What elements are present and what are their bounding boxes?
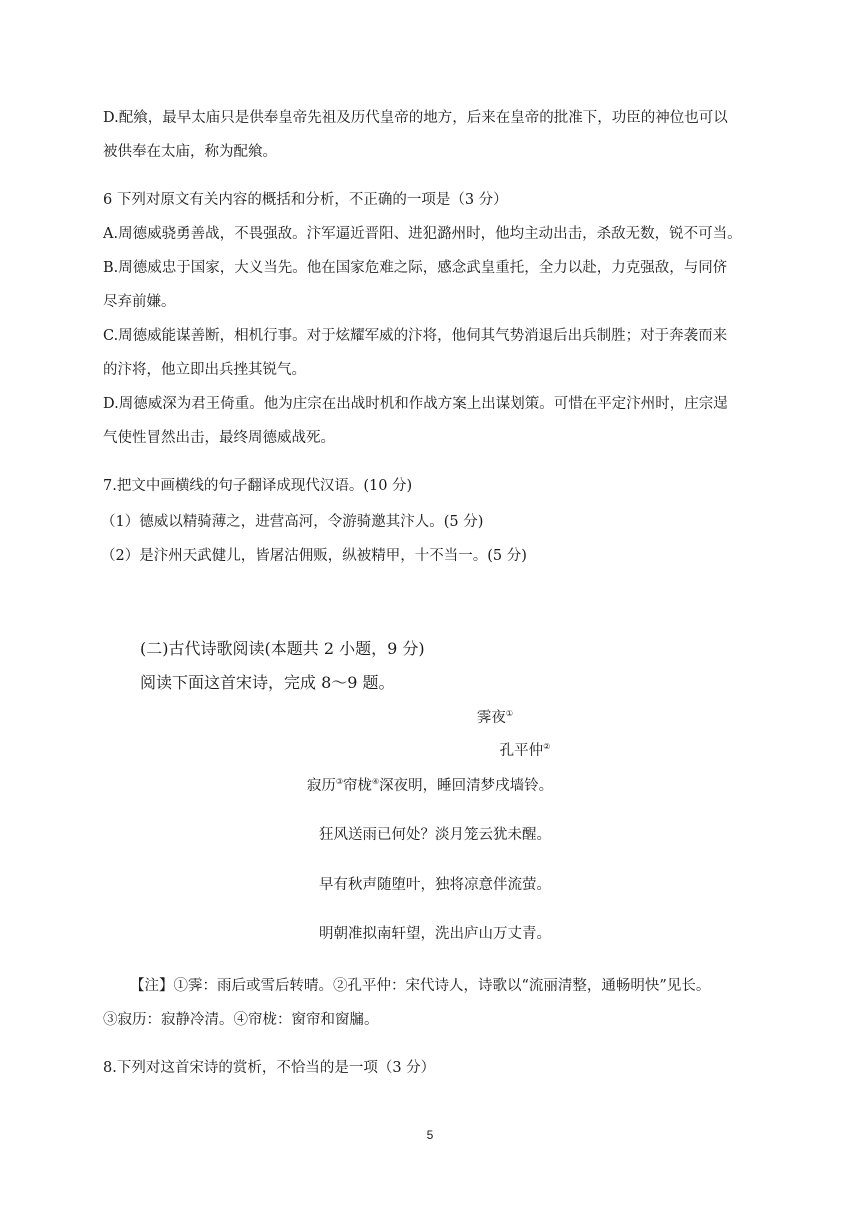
q7-sentence-2: （2）是汴州天武健儿，皆屠沽佣贩，纵被精甲，十不当一。(5 分) (101, 548, 527, 564)
poem-title: 霁夜① (476, 709, 514, 726)
q6-option-d-line2: 气使性冒然出击，最终周德威战死。 (103, 430, 335, 446)
page-number: 5 (426, 1128, 434, 1142)
q6-option-b-line1: B.周德威忠于国家，大义当先。他在国家危难之际，感念武皇重托，全力以赴，力克强敌，与同侪 (103, 260, 728, 276)
q6-option-d-line1: D.周德威深为君王倚重。他为庄宗在出战时机和作战方案上出谋划策。可惜在平定汴州时，庄宗逞 (103, 396, 728, 412)
q6-option-c-line1: C.周德威能谋善断，相机行事。对于炫耀军威的汴将，他伺其气势消退后出兵制胜；对于奔袭而来 (103, 328, 728, 344)
notes-line-2: ③寂历：寂静冷清。④帘栊：窗帘和窗牖。 (103, 1012, 379, 1028)
poem-line-3: 早有秋声随堕叶，独将凉意伴流萤。 (319, 877, 551, 893)
poem-line-2: 狂风送雨已何处？淡月笼云犹未醒。 (319, 827, 551, 843)
notes-line-1: 【注】①霁：雨后或雪后转晴。②孔平仲：宋代诗人，诗歌以“流丽清整，通畅明快”见长。 (130, 978, 711, 994)
q6-option-a: A.周德威骁勇善战，不畏强敌。汴军逼近晋阳、进犯潞州时，他均主动出击，杀敌无数，锐不可当。 (103, 226, 742, 242)
poem-line-1: 寂历③帘栊④深夜明，睡回清梦戌墙铃。 (306, 777, 554, 794)
poem-author: 孔平仲② (499, 742, 551, 759)
q5-option-d-line1: D.配飨，最早太庙只是供奉皇帝先祖及历代皇帝的地方，后来在皇帝的批准下，功臣的神位也可以 (103, 110, 728, 126)
q7-sentence-1: （1）德威以精骑薄之，进营高河，令游骑邀其汴人。(5 分) (101, 514, 484, 530)
q6-stem: 6 下列对原文有关内容的概括和分析，不正确的一项是（3 分） (103, 192, 508, 208)
section-heading: (二)古代诗歌阅读(本题共 2 小题，9 分) (140, 639, 425, 658)
section-intro: 阅读下面这首宋诗，完成 8～9 题。 (140, 673, 395, 692)
q7-stem: 7.把文中画横线的句子翻译成现代汉语。(10 分) (103, 478, 413, 494)
poem-line-4: 明朝准拟南轩望，洗出庐山万丈青。 (319, 926, 551, 942)
q6-option-b-line2: 尽弃前嫌。 (103, 294, 176, 310)
q8-stem: 8.下列对这首宋诗的赏析，不恰当的是一项（3 分） (103, 1060, 436, 1076)
q6-option-c-line2: 的汴将，他立即出兵挫其锐气。 (103, 362, 306, 378)
q5-option-d-line2: 被供奉在太庙，称为配飨。 (103, 144, 277, 160)
